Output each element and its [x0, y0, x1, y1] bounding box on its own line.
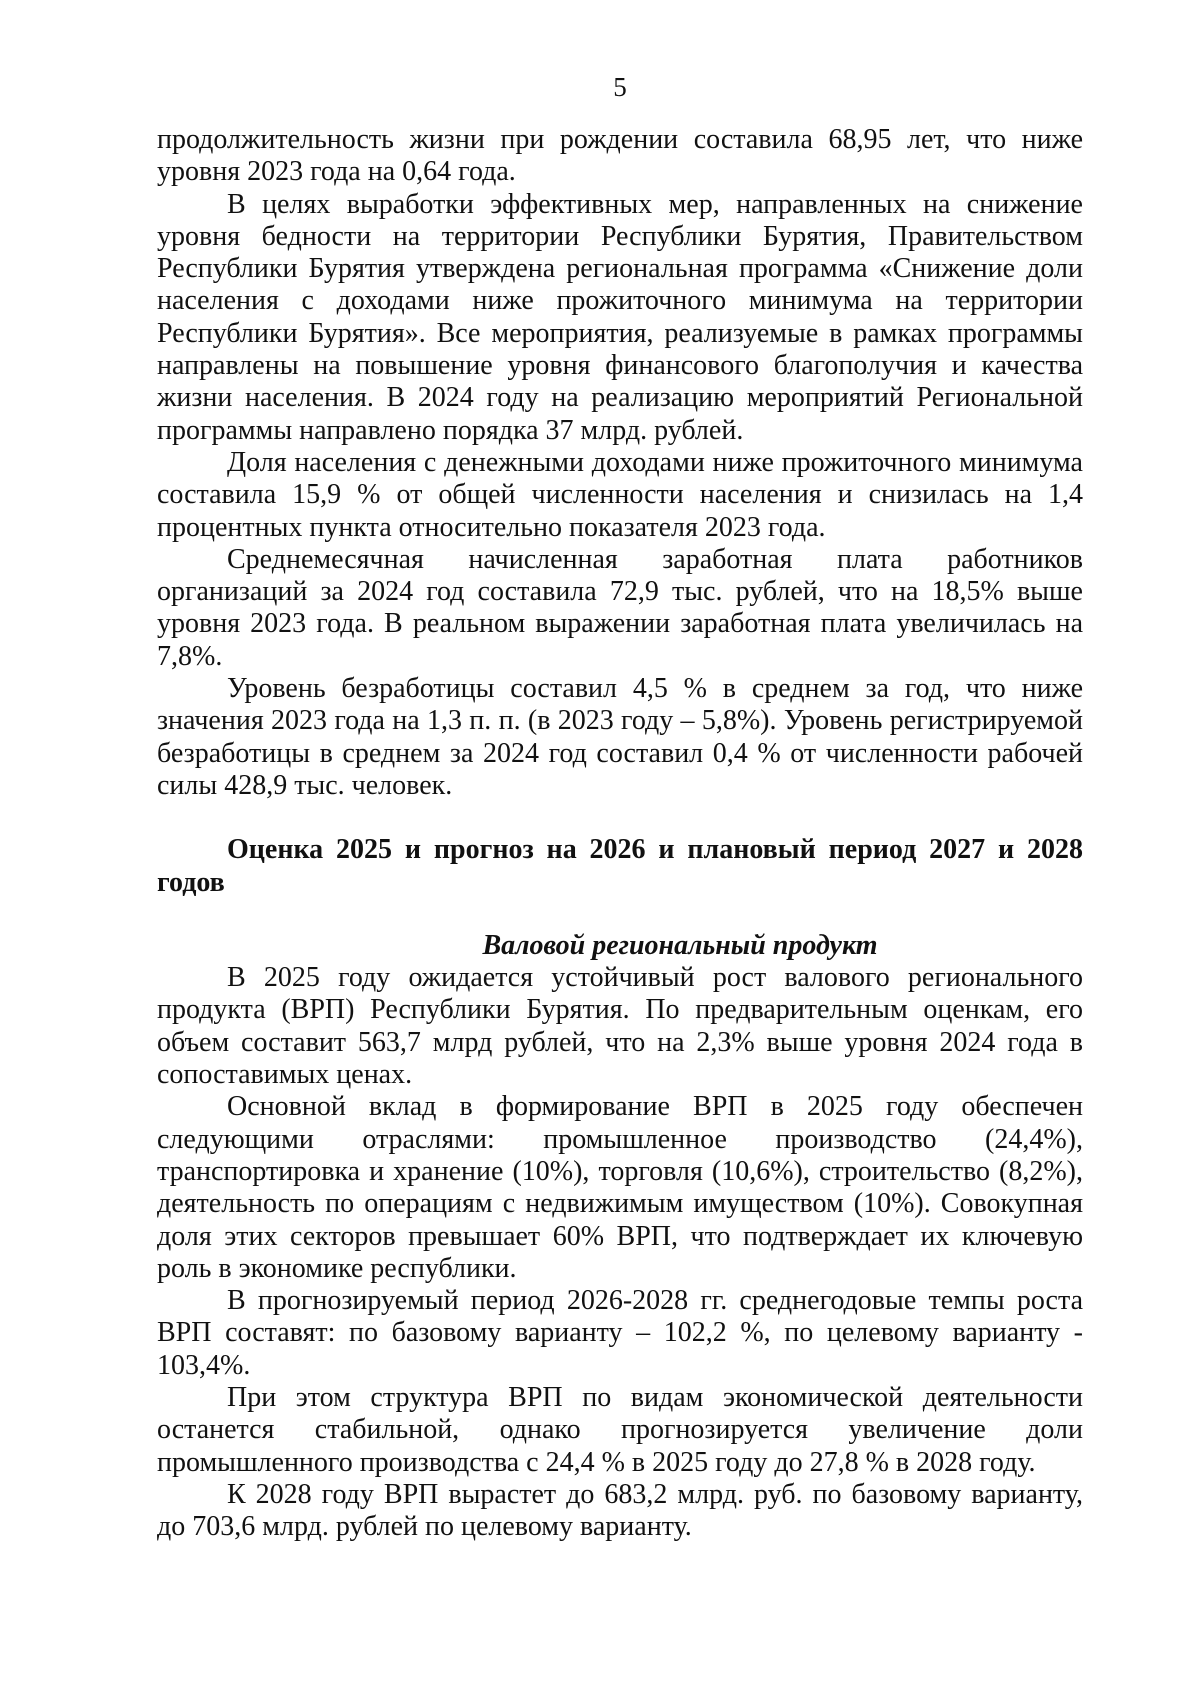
subheading-grp: Валовой региональный продукт — [482, 929, 878, 961]
paragraph-grp-sectors: Основной вклад в формирование ВРП в 2025 году обеспечен следующими отраслями: промышленное производство (24,4%), транспортировка и хранение (10%), торговля (10,6%), строительство (8,2%), деятельность по операциям с недвижимым имуществом (10%). Совокупная доля этих секторов превышает 60% ВРП, что подтверждает их ключевую роль в экономике республики. — [157, 1091, 1083, 1284]
paragraph-grp-2028: К 2028 году ВРП вырастет до 683,2 млрд. руб. по базовому варианту, до 703,6 млрд. рублей по целевому варианту. — [157, 1478, 1083, 1543]
section-heading: Оценка 2025 и прогноз на 2026 и плановый период 2027 и 2028 годов — [157, 834, 1083, 898]
paragraph-poverty-program: В целях выработки эффективных мер, направленных на снижение уровня бедности на территории Республики Бурятия, Правительством Республики Бурятия утверждена региональная программа «Снижение доли населения с доходами ниже прожиточного минимума на территории Республики Бурятия». Все мероприятия, реализуемые в рамках программы направлены на повышение уровня финансового благополучия и качества жизни населения. В 2024 году на реализацию мероприятий Региональной программы направлено порядка 37 млрд. рублей. — [157, 188, 1083, 446]
paragraph-low-income-share: Доля населения с денежными доходами ниже прожиточного минимума составила 15,9 % от общей численности населения и снизилась на 1,4 процентных пункта относительно показателя 2023 года. — [157, 446, 1083, 543]
paragraph-average-salary: Среднемесячная начисленная заработная плата работников организаций за 2024 год составила 72,9 тыс. рублей, что на 18,5% выше уровня 2023 года. В реальном выражении заработная плата увеличилась на 7,8%. — [157, 543, 1083, 672]
document-page — [157, 70, 1083, 1543]
paragraph-unemployment: Уровень безработицы составил 4,5 % в среднем за год, что ниже значения 2023 года на 1,3 п. п. (в 2023 году – 5,8%). Уровень регистрируемой безработицы в среднем за 2024 год составил 0,4 % от численности рабочей силы 428,9 тыс. человек. — [157, 673, 1083, 801]
page-number: 5 — [613, 72, 627, 102]
paragraph-life-expectancy: продолжительность жизни при рождении составила 68,95 лет, что ниже уровня 2023 года на 0,64 года. — [157, 124, 1083, 188]
paragraph-grp-growth: В 2025 году ожидается устойчивый рост валового регионального продукта (ВРП) Республики Бурятия. По предварительным оценкам, его объем составит 563,7 млрд рублей, что на 2,3% выше уровня 2024 года в сопоставимых ценах. — [157, 962, 1083, 1091]
paragraph-grp-forecast-rates: В прогнозируемый период 2026-2028 гг. среднегодовые темпы роста ВРП составят: по базовому варианту – 102,2 %, по целевому варианту - 103,4%. — [157, 1285, 1083, 1381]
paragraph-grp-structure: При этом структура ВРП по видам экономической деятельности останется стабильной, однако прогнозируется увеличение доли промышленного производства с 24,4 % в 2025 году до 27,8 % в 2028 году. — [157, 1381, 1083, 1478]
